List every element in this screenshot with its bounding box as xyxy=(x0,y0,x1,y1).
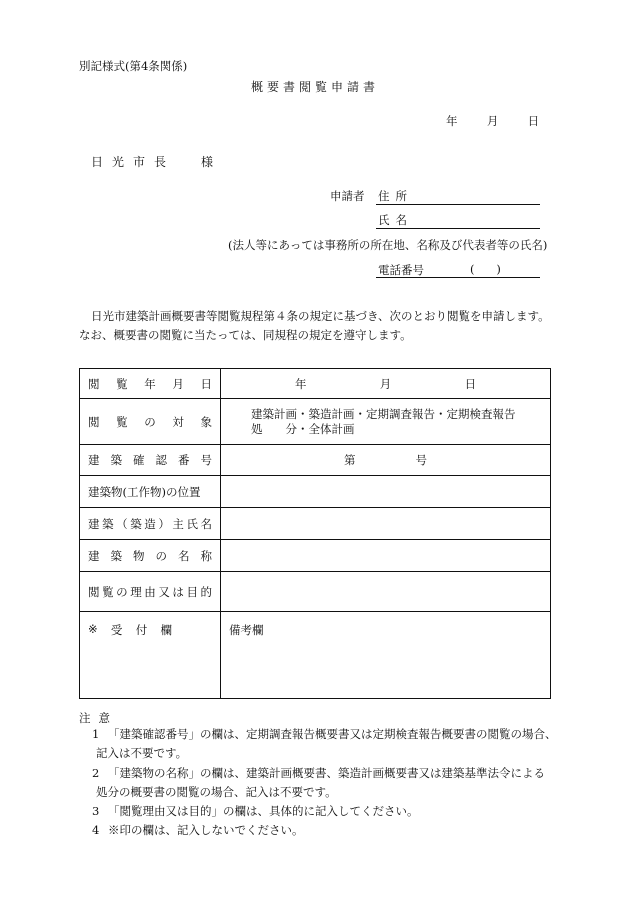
label-char: 目 xyxy=(186,584,198,599)
label-char: ※ xyxy=(88,622,98,636)
label-char: ） xyxy=(158,516,170,531)
note-item xyxy=(92,764,562,802)
spread-label xyxy=(88,516,212,532)
date-year-label: 年 xyxy=(446,114,458,128)
table-row xyxy=(80,476,551,508)
target-options-line-1: 建築計画・築造計画・定期調査報告・定期検査報告 xyxy=(251,406,516,421)
table-row xyxy=(80,612,551,699)
application-table xyxy=(79,368,551,699)
phone-label: 電話番号 xyxy=(378,263,424,277)
label-char: 名 xyxy=(200,516,212,531)
label-char: 物 xyxy=(133,548,145,563)
label-char: 閲 xyxy=(88,376,100,391)
table-row xyxy=(80,399,551,445)
label-char: 氏 xyxy=(186,516,198,531)
row-label-confirmation-number xyxy=(80,445,221,476)
label-char: 造 xyxy=(144,516,156,531)
table-row xyxy=(80,508,551,540)
note-item xyxy=(92,802,562,821)
row-label-viewing-date xyxy=(80,369,221,399)
table-row xyxy=(80,369,551,399)
table-row xyxy=(80,445,551,476)
viewing-target-field[interactable] xyxy=(221,399,551,445)
date-month-label: 月 xyxy=(486,114,499,128)
confirmation-number-text xyxy=(229,452,542,468)
intro-line-1: 日光市建築計画概要書等閲覧規程第４条の規定に基づき、次のとおり閲覧を申請します。 xyxy=(91,309,550,323)
target-options-line-2: 処 分・全体計画 xyxy=(251,421,355,436)
number-prefix: 第 xyxy=(344,453,356,467)
label-char: 又 xyxy=(158,584,170,599)
date-line xyxy=(446,113,539,129)
label-char: の xyxy=(116,584,128,599)
applicant-label: 申請者 xyxy=(330,189,365,203)
intro-line-2: なお、概要書の閲覧に当たっては、同規程の規定を遵守します。 xyxy=(79,328,412,342)
note-text: ※印の欄は、記入しないでください。 xyxy=(108,823,304,837)
label-char: 築 xyxy=(102,516,114,531)
label-char: の xyxy=(155,548,167,563)
label-char: 番 xyxy=(178,453,190,467)
label-char: 欄 xyxy=(160,623,172,637)
spread-label xyxy=(88,584,212,600)
label-char: 確 xyxy=(133,453,145,467)
remarks-field xyxy=(221,612,551,699)
note-text: 「建築確認番号」の欄は、定期調査報告概要書又は定期検査報告概要書の閲覧の場合、 xyxy=(108,727,557,741)
address-label: 住所 xyxy=(378,189,413,203)
label-char: 閲 xyxy=(88,414,100,429)
label-char: 年 xyxy=(144,376,156,391)
label-char: 称 xyxy=(200,548,212,563)
note-number: 2 xyxy=(92,766,100,780)
row-label-reason xyxy=(80,572,221,612)
viewing-year: 年 xyxy=(294,376,307,391)
location-label: 建築物(工作物)の位置 xyxy=(88,484,201,499)
note-text: 「閲覧理由又は目的」の欄は、具体的に記入してください。 xyxy=(108,804,419,818)
label-char: 覧 xyxy=(102,584,114,599)
label-char: 建 xyxy=(88,548,100,563)
label-char: 号 xyxy=(200,453,212,467)
location-field[interactable] xyxy=(221,476,551,508)
date-day-label: 日 xyxy=(527,114,540,128)
label-char: 築 xyxy=(130,516,142,531)
label-char: 月 xyxy=(172,376,184,391)
intro-text xyxy=(79,307,571,345)
label-char: 建 xyxy=(88,516,100,531)
spread-label xyxy=(88,414,212,430)
label-char: 覧 xyxy=(116,414,128,429)
label-char: 付 xyxy=(135,623,148,637)
viewing-date-field[interactable] xyxy=(221,369,551,399)
spread-label xyxy=(88,622,212,638)
label-char: 名 xyxy=(178,548,190,563)
building-name-field[interactable] xyxy=(221,540,551,572)
spread-label xyxy=(88,548,212,564)
corporation-note: (法人等にあっては事務所の所在地、名称及び代表者等の氏名) xyxy=(228,238,548,252)
label-char: 日 xyxy=(200,376,212,391)
notes-title: 注意 xyxy=(79,711,118,725)
label-char: 受 xyxy=(110,623,123,637)
note-number: 3 xyxy=(92,804,100,818)
confirmation-number-field[interactable] xyxy=(221,445,551,476)
row-label-location xyxy=(80,476,221,508)
number-suffix: 号 xyxy=(415,453,427,467)
label-char: 認 xyxy=(155,453,167,467)
note-item xyxy=(92,725,562,763)
label-char: の xyxy=(144,414,156,429)
label-char: は xyxy=(172,584,184,599)
label-char: 築 xyxy=(110,548,122,563)
owner-name-field[interactable] xyxy=(221,508,551,540)
spread-label xyxy=(88,376,212,392)
note-text-continued: 処分の概要書の閲覧の場合、記入は不要です。 xyxy=(96,785,337,799)
label-char: 覧 xyxy=(116,376,128,391)
remarks-label: 備考欄 xyxy=(229,623,264,637)
table-row xyxy=(80,540,551,572)
label-char: 主 xyxy=(172,516,184,531)
label-char: 理 xyxy=(130,584,142,599)
viewing-month: 月 xyxy=(379,376,392,391)
address-field[interactable] xyxy=(376,204,540,205)
spread-label xyxy=(88,452,212,468)
reason-field[interactable] xyxy=(221,572,551,612)
row-label-building-name xyxy=(80,540,221,572)
note-number: 4 xyxy=(92,823,100,837)
addressee-honorific: 様 xyxy=(201,155,214,169)
phone-parentheses: ( ) xyxy=(470,262,501,276)
label-char: 的 xyxy=(200,584,212,599)
label-char: 対 xyxy=(172,414,184,429)
note-text: 「建築物の名称」の欄は、建築計画概要書、築造計画概要書又は建築基準法令による xyxy=(108,766,545,780)
table-row xyxy=(80,572,551,612)
label-char: 築 xyxy=(110,453,122,467)
row-label-target xyxy=(80,399,221,445)
document-title: 概要書閲覧申請書 xyxy=(250,80,379,94)
row-label-reception xyxy=(80,612,221,699)
label-char: 建 xyxy=(88,453,100,467)
viewing-day: 日 xyxy=(464,376,477,391)
label-char: （ xyxy=(116,516,128,531)
addressee xyxy=(91,153,213,170)
note-text-continued: 記入は不要です。 xyxy=(96,746,188,760)
label-char: 象 xyxy=(200,414,212,429)
name-label: 氏名 xyxy=(378,213,413,227)
addressee-name: 日光市長 xyxy=(91,155,176,169)
row-label-owner xyxy=(80,508,221,540)
note-number: 1 xyxy=(92,727,100,741)
label-char: 閲 xyxy=(88,584,100,599)
label-char: 由 xyxy=(144,584,156,599)
phone-field[interactable] xyxy=(376,277,540,278)
name-field[interactable] xyxy=(376,228,540,229)
note-item xyxy=(92,821,562,840)
form-label: 別記様式(第4条関係) xyxy=(79,59,188,73)
